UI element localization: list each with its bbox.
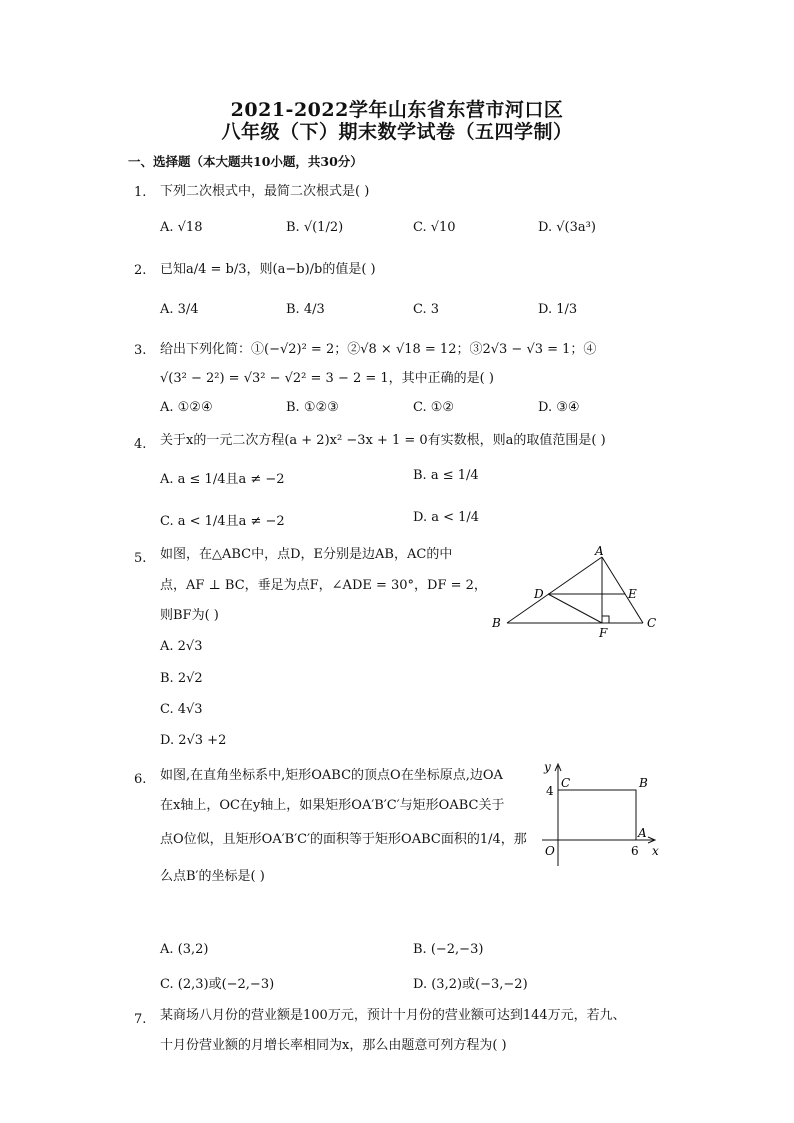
option-b: B. a ≤ 1/4 [413, 468, 479, 483]
option-c: C. 4√3 [160, 702, 203, 717]
triangle-figure [485, 545, 665, 645]
question-stem-line3: 点O位似，且矩形OA′B′C′的面积等于矩形OABC面积的1/4，那 [160, 832, 527, 847]
question-stem: 如图,在直角坐标系中,矩形OABC的顶点O在坐标原点,边OA [160, 768, 503, 783]
question-number: 1. [134, 185, 147, 200]
option-d: D. √(3a³) [538, 220, 596, 235]
option-c: C. a < 1/4且a ≠ −2 [160, 514, 285, 529]
question-stem-line4: 么点B′的坐标是( ) [160, 869, 265, 884]
question-stem-line3: 则BF为( ) [160, 608, 219, 623]
label-c: C [647, 616, 657, 630]
option-d: D. 1/3 [538, 302, 578, 317]
question-stem: 关于x的一元二次方程(a + 2)x² −3x + 1 = 0有实数根，则a的取值范围是( ) [160, 433, 606, 448]
option-a: A. a ≤ 1/4且a ≠ −2 [160, 472, 285, 487]
axis-label-x: x [652, 844, 659, 858]
exam-title-line1: 2021-2022学年山东省东营市河口区 [230, 99, 564, 121]
question-stem-line2: 点，AF ⊥ BC，垂足为点F，∠ADE = 30°，DF = 2， [160, 578, 487, 593]
option-d: D. ③④ [538, 400, 580, 415]
question-number: 6. [134, 772, 147, 787]
question-stem-line2: 十月份营业额的月增长率相同为x，那么由题意可列方程为( ) [160, 1038, 507, 1053]
question-number: 5. [134, 551, 147, 566]
option-b: B. (−2,−3) [413, 942, 484, 957]
option-b: B. ①②③ [286, 400, 339, 415]
option-a: A. (3,2) [160, 942, 209, 957]
option-b: B. √(1/2) [286, 220, 344, 235]
label-c: C [561, 776, 571, 790]
label-e: E [628, 587, 637, 601]
question-stem: 如图，在△ABC中，点D，E分别是边AB，AC的中 [160, 547, 453, 562]
question-stem: 已知a/4 = b/3，则(a−b)/b的值是( ) [160, 262, 376, 277]
question-number: 7. [134, 1012, 147, 1027]
tick-6: 6 [631, 844, 639, 858]
exam-title-line2: 八年级（下）期末数学试卷（五四学制） [221, 121, 573, 143]
label-a: A [638, 826, 647, 840]
question-number: 3. [134, 343, 147, 358]
option-d: D. a < 1/4 [413, 510, 480, 525]
question-stem-line2: 在x轴上，OC在y轴上，如果矩形OA′B′C′与矩形OABC关于 [160, 798, 505, 813]
option-d: D. 2√3 +2 [160, 733, 227, 748]
label-d: D [534, 587, 544, 601]
label-a: A [595, 545, 604, 558]
question-stem-line2: √(3² − 2²) = √3² − √2² = 3 − 2 = 1，其中正确的是( ) [160, 371, 494, 386]
question-number: 4. [134, 437, 147, 452]
coordinate-figure [538, 758, 666, 868]
axis-label-y: y [544, 760, 551, 774]
label-f: F [599, 626, 608, 640]
option-a: A. √18 [160, 220, 203, 235]
tick-4: 4 [546, 784, 554, 798]
option-c: C. (2,3)或(−2,−3) [160, 977, 275, 992]
question-stem: 某商场八月份的营业额是100万元，预计十月份的营业额可达到144万元，若九、 [160, 1008, 626, 1023]
question-number: 2. [134, 263, 147, 278]
option-a: A. 2√3 [160, 639, 203, 654]
option-c: C. √10 [413, 220, 456, 235]
section-heading: 一、选择题（本大题共10小题，共30分） [128, 154, 363, 169]
option-d: D. (3,2)或(−3,−2) [413, 977, 528, 992]
question-stem: 给出下列化简：①(−√2)² = 2；②√8 × √18 = 12；③2√3 − √3 = 1；④ [160, 342, 597, 357]
label-o: O [545, 844, 555, 858]
option-a: A. 3/4 [160, 302, 199, 317]
option-c: C. 3 [413, 302, 440, 317]
label-b: B [492, 616, 501, 630]
option-a: A. ①②④ [160, 400, 213, 415]
option-b: B. 2√2 [160, 671, 203, 686]
option-b: B. 4/3 [286, 302, 325, 317]
label-b: B [639, 776, 648, 790]
question-stem: 下列二次根式中，最简二次根式是( ) [160, 184, 370, 199]
option-c: C. ①② [413, 400, 455, 415]
